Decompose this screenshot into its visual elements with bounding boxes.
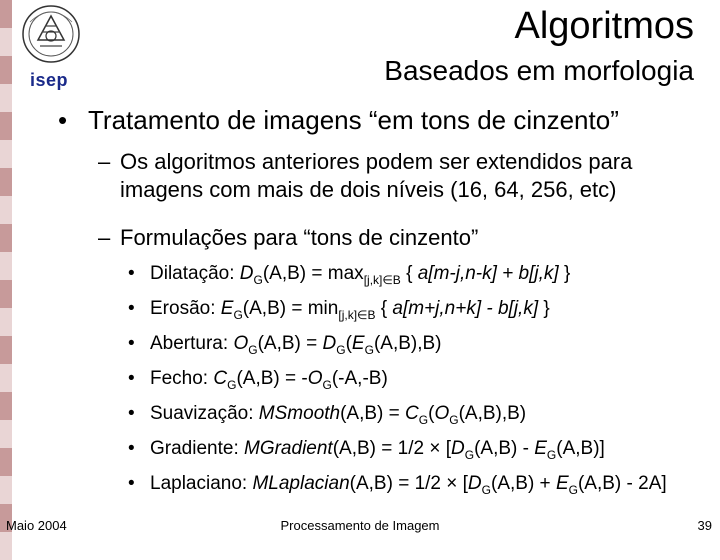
item-abertura: • Abertura: $O_G(A,B) = D_G(E_G(A,B),B)$ — [128, 333, 442, 357]
item-suavizacao: • Suavização: MSmooth(A,B) = $C_G(O_G(A,B),B)$ — [128, 403, 527, 427]
slide-title: Algoritmos — [514, 5, 694, 47]
footer-date: Maio 2004 — [6, 518, 67, 533]
footer-course: Processamento de Imagem — [280, 518, 440, 533]
item-dilatacao: • Dilatação: $D_G(A,B) = \max_{[j,k]\in B}$ { a[m-j,n-k] + b[j,k] } — [128, 263, 571, 287]
item-fecho: • Fecho: $C_G(A,B) = -O_G(-A,-B)$ — [128, 368, 388, 392]
item-gradiente: • Gradiente: MGradient(A,B) = $1/2 \times [D_G(A,B) - E_G(A,B)]$ — [128, 438, 605, 462]
item-laplaciano: • Laplaciano: MLaplacian(A,B) = $1/2 \times [D_G(A,B) + E_G(A,B) - 2A]$ — [128, 473, 667, 497]
decorative-stripe — [0, 0, 12, 540]
sub-bullet-1: – Os algoritmos anteriores podem ser extendidos para imagens com mais de dois níveis (16, 64, 256, etc) — [98, 149, 633, 202]
page-number: 39 — [697, 518, 712, 533]
main-bullet: • Tratamento de imagens “em tons de cinzento” — [58, 105, 619, 135]
isep-seal-logo-icon — [20, 2, 82, 70]
logo-text: isep — [30, 70, 69, 90]
sub-bullet-2: – Formulações para “tons de cinzento” — [98, 225, 479, 250]
item-erosao: • Erosão: $E_G(A,B) = \min_{[j,k]\in B}$ { a[m+j,n+k] - b[j,k] } — [128, 298, 550, 322]
slide-subtitle: Baseados em morfologia — [384, 55, 694, 86]
